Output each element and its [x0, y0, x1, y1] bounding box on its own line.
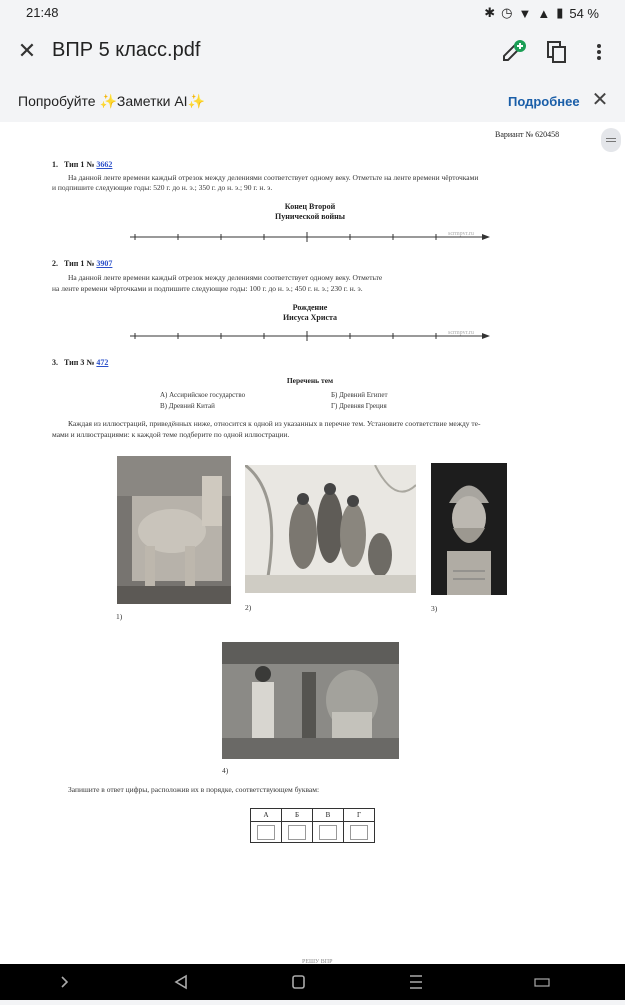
more-options-button[interactable]	[585, 38, 613, 66]
answer-box[interactable]	[257, 825, 275, 840]
banner-text: Попробуйте ✨Заметки AI✨	[18, 93, 205, 109]
illustration-1-caption: 1)	[116, 612, 123, 621]
copy-icon	[543, 38, 571, 66]
topic-option-g: Г) Древняя Греция	[331, 402, 387, 410]
answer-box[interactable]	[319, 825, 337, 840]
timeline-2	[130, 329, 492, 343]
answer-cell-b[interactable]	[282, 822, 313, 843]
answer-box[interactable]	[350, 825, 368, 840]
battery-icon: ▮	[556, 5, 564, 20]
variant-number: Вариант № 620458	[495, 130, 560, 139]
more-vert-icon	[585, 38, 613, 66]
answer-header-v: В	[313, 809, 344, 822]
signal-icon: ▲	[537, 5, 551, 21]
illustration-2-caption: 2)	[245, 603, 252, 612]
nav-expand-icon[interactable]	[62, 977, 67, 987]
nav-recents-icon[interactable]	[410, 976, 422, 988]
status-bar	[0, 0, 625, 26]
illustration-1-lamassu	[117, 456, 231, 604]
close-button[interactable]	[14, 38, 40, 64]
edit-button[interactable]	[498, 38, 526, 66]
watermark: scrmpvr.ru	[448, 330, 474, 336]
topic-option-a: А) Ассирийское государство	[160, 391, 246, 399]
drag-handle-icon	[606, 138, 616, 139]
question-1-text-line-1: На данной ленте времени каждый отрезок между делениями соответствует одному веку. Отметьте на ленте времени чёрточками	[68, 173, 479, 182]
illustration-4-egyptian-fresco	[222, 642, 399, 759]
answer-box[interactable]	[288, 825, 306, 840]
topic-list-title: Перечень тем	[286, 376, 334, 385]
illustration-3-greek-bust	[431, 463, 507, 595]
pencil-plus-icon	[498, 38, 526, 66]
answer-instruction: Запишите в ответ цифры, расположив их в порядке, соответствующем буквам:	[68, 785, 320, 794]
wifi-icon: ▼	[518, 5, 532, 21]
ai-notes-banner	[0, 80, 625, 122]
answer-header-b: Б	[282, 809, 313, 822]
answer-cell-g[interactable]	[344, 822, 375, 843]
question-2-link[interactable]: 3907	[96, 259, 113, 268]
illustration-3-caption: 3)	[431, 604, 438, 613]
answer-cell-v[interactable]	[313, 822, 344, 843]
watermark: scrmpvr.ru	[448, 231, 474, 237]
question-1-text-line-2: и подпишите следующие годы: 520 г. до н. э.; 350 г. до н. э.; 90 г. н. э.	[52, 183, 273, 192]
question-3-text-line-1: Каждая из иллюстраций, приведённых ниже, относится к одной из указанных в перечне тем. Установите соответствие между те-	[68, 419, 481, 428]
question-3-text-line-2: мами и иллюстрациями: к каждой теме подберите по одной иллюстрации.	[52, 430, 290, 439]
question-2-text-line-2: на ленте времени чёрточками и подпишите следующие годы: 100 г. до н. э.; 450 г. н. э.; 230 г. н. э.	[52, 284, 363, 293]
status-icons	[484, 5, 599, 21]
question-1-header: 1. Тип 1 № 3662	[52, 160, 113, 169]
alarm-icon: ◷	[501, 5, 513, 20]
clock: 21:48	[26, 5, 59, 20]
close-icon: ✕	[17, 38, 37, 63]
banner-close-button[interactable]	[589, 89, 611, 111]
illustration-4-caption: 4)	[222, 766, 229, 775]
nav-home-icon[interactable]	[293, 976, 304, 988]
timeline-1	[130, 230, 492, 244]
learn-more-link[interactable]: Подробнее	[508, 94, 580, 109]
nav-keyboard-icon[interactable]	[535, 979, 549, 986]
answer-header-g: Г	[344, 809, 375, 822]
app-bar	[0, 26, 625, 78]
battery-level: 54 %	[569, 5, 599, 21]
topic-option-b: Б) Древний Египет	[331, 391, 388, 399]
close-icon: ✕	[591, 89, 609, 111]
nav-back-icon[interactable]	[176, 976, 186, 988]
timeline-2-label: Рождение Иисуса Христа	[282, 303, 338, 322]
question-1-link[interactable]: 3662	[96, 160, 113, 169]
answer-cell-a[interactable]	[251, 822, 282, 843]
scroll-handle[interactable]	[601, 128, 621, 152]
answer-header-a: А	[251, 809, 282, 822]
timeline-1-label: Конец Второй Пунической войны	[275, 202, 345, 221]
navigation-bar	[0, 964, 625, 1000]
pdf-page[interactable]: Вариант № 620458 1. Тип 1 № 3662 На данной ленте времени каждый отрезок между делениями соответствует одному веку. Отметьте на ленте времени чёрточками и подпишите следующие годы: 520 г. до н. э.; 350 г. до н. э.; 90 г. н. э. Конец Второй Пунической войны scrmpvr.ru 2. Тип 1 № 3907 На данной ленте времени каждый отрезок между делениями соответствует одному веку. Отметьте на ленте времени чёрточками и подпишите следующие годы: 100 г. до н. э.; 450 г. н. э.; 230 г. н. э. Рождение Иисуса Христа scrmpvr.ru 3. Тип 3 № 472 Перечень тем А) Ассирийское государство Б) Древний Египет В) Древний Китай Г) Древняя Греция Каждая из иллюстраций, приведённых ниже, относится к одной из указанных в перечне тем. Установите соответствие между те- мами и иллюстрациями: к каждой теме подберите по одной иллюстрации. 1) 2) 3) 4) Запишите в ответ цифры, расположив их в порядке, соответствующем буквам: А Б В Г РЕШУ ВПР	[0, 122, 625, 964]
answer-table	[250, 808, 375, 843]
nav-icons	[0, 964, 625, 1000]
topic-option-v: В) Древний Китай	[160, 402, 215, 410]
bluetooth-icon: ✱	[484, 5, 496, 20]
question-2-header: 2. Тип 1 № 3907	[52, 259, 113, 268]
illustration-2-chinese-painting	[245, 465, 416, 593]
question-2-text-line-1: На данной ленте времени каждый отрезок между делениями соответствует одному веку. Отметьте	[68, 273, 383, 282]
document-title: ВПР 5 класс.pdf	[52, 39, 201, 61]
copy-button[interactable]	[543, 38, 571, 66]
question-3-link[interactable]: 472	[96, 358, 109, 367]
question-3-header: 3. Тип 3 № 472	[52, 358, 109, 367]
